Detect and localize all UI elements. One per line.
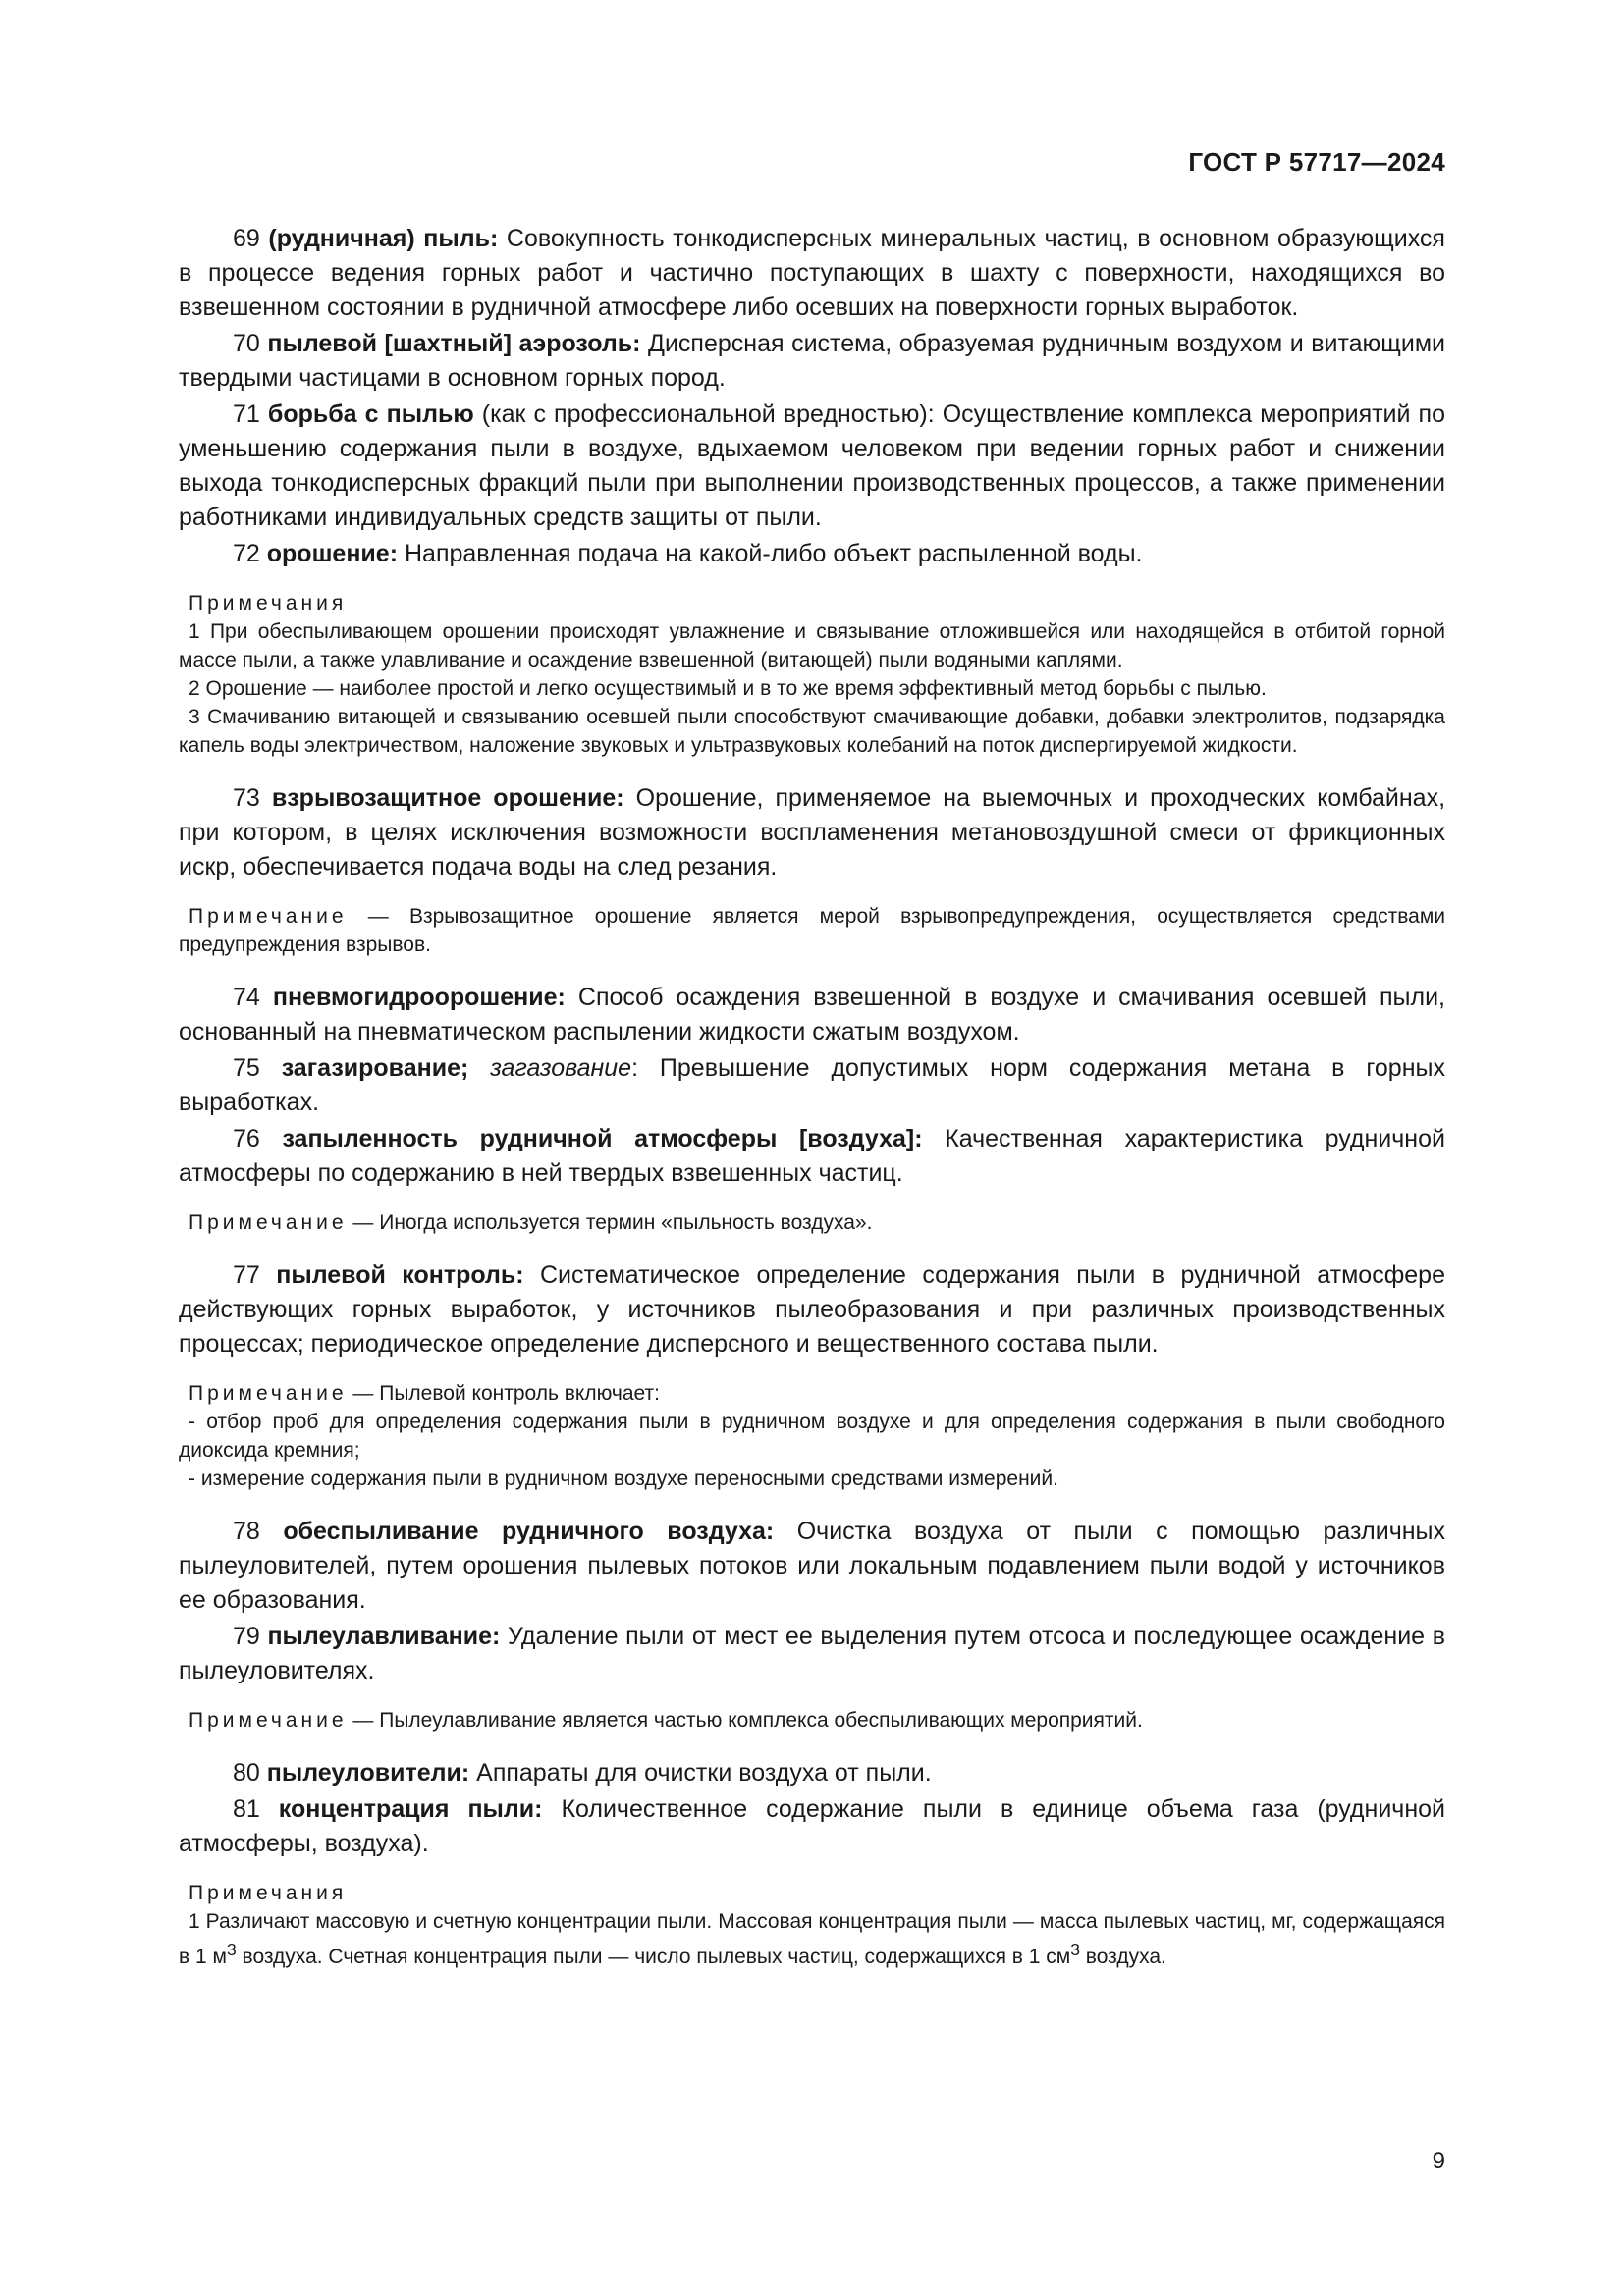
note-label: Примечание xyxy=(189,1211,348,1234)
entry-number: 77 xyxy=(233,1261,260,1289)
term-name: концентрация пыли: xyxy=(278,1795,543,1823)
note-block-76 xyxy=(179,1208,1445,1237)
term-entry-71 xyxy=(179,398,1445,535)
note-label: Примечание xyxy=(189,1709,348,1732)
note-text: — Пылевой контроль включает: xyxy=(352,1382,660,1405)
note-label: Примечание xyxy=(189,1382,348,1405)
entry-number: 78 xyxy=(233,1518,260,1545)
entry-number: 80 xyxy=(233,1759,260,1787)
note-text-part: воздуха. Счетная концентрация пыли — число пылевых частиц, содержащихся в 1 см xyxy=(236,1946,1071,1968)
note-list-item: - отбор проб для определения содержания пыли в рудничном воздухе и для определения содержания в пыли свободного диоксида кремния; xyxy=(179,1411,1445,1462)
term-definition: Совокупность тонкодисперсных минеральных частиц, в основном образующихся в процессе ведения горных работ и частично поступающих в шахту с поверхности, находящихся во взвешенном состоянии в рудничной атмосфере либо осевших на поверхности горных выработок. xyxy=(179,225,1445,321)
note-text-part: воздуха. xyxy=(1079,1946,1166,1968)
term-entry-72 xyxy=(179,537,1445,571)
note-block-77 xyxy=(179,1379,1445,1493)
note-block-73 xyxy=(179,902,1445,959)
term-definition: Удаление пыли от мест ее выделения путем отсоса и последующее осаждение в пылеуловителях. xyxy=(179,1623,1445,1684)
term-definition: Направленная подача на какой-либо объект распыленной воды. xyxy=(404,540,1143,567)
term-definition: Способ осаждения взвешенной в воздухе и смачивания осевшей пыли, основанный на пневматическом распылении жидкости сжатым воздухом. xyxy=(179,984,1445,1045)
term-name: орошение: xyxy=(266,540,399,567)
entry-number: 73 xyxy=(233,784,260,812)
term-entry-69 xyxy=(179,222,1445,325)
term-name: обеспыливание рудничного воздуха: xyxy=(283,1518,775,1545)
note-text: — Иногда используется термин «пыльность воздуха». xyxy=(352,1211,873,1234)
note-label: Примечания xyxy=(189,1882,348,1904)
term-synonym: загазование xyxy=(490,1054,632,1082)
term-name: пылеуловители: xyxy=(266,1759,470,1787)
term-definition: Качественная характеристика рудничной атмосферы по содержанию в ней твердых взвешенных частиц. xyxy=(179,1125,1445,1187)
term-entry-78 xyxy=(179,1515,1445,1618)
note-block-72 xyxy=(179,589,1445,760)
note-item-1 xyxy=(179,1907,1445,1971)
entry-number: 79 xyxy=(233,1623,260,1650)
note-item-2: 2 Орошение — наиболее простой и легко осуществимый и в то же время эффективный метод борьбы с пылью. xyxy=(189,677,1267,700)
term-definition: Систематическое определение содержания пыли в рудничной атмосфере действующих горных выработок, у источников пылеобразования и при различных производственных процессах; периодическое определение дисперсного и вещественного состава пыли. xyxy=(179,1261,1445,1358)
term-name: пневмогидроорошение: xyxy=(272,984,566,1011)
entry-number: 75 xyxy=(233,1054,260,1082)
note-text: — Взрывозащитное орошение является мерой взрывопредупреждения, осуществляется средствами предупреждения взрывов. xyxy=(179,905,1445,956)
note-item-1: 1 При обеспыливающем орошении происходят увлажнение и связывание отложившейся или находящейся в отбитой горной массе пыли, а также улавливание и осаждение взвешенной (витающей) пыли водяными каплями. xyxy=(179,620,1445,671)
term-entry-81 xyxy=(179,1792,1445,1861)
term-name-cont: аэрозоль: xyxy=(518,330,641,357)
note-label: Примечания xyxy=(189,592,348,614)
note-label: Примечание xyxy=(189,905,348,928)
note-item-3: 3 Смачиванию витающей и связыванию осевшей пыли способствуют смачивающие добавки, добавки электролитов, подзарядка капель воды электричеством, наложение звуковых и ультразвуковых колебаний на поток диспергируемой жидкости. xyxy=(179,706,1445,757)
term-entry-77 xyxy=(179,1258,1445,1362)
document-header: ГОСТ Р 57717—2024 xyxy=(1188,147,1445,177)
term-entry-79 xyxy=(179,1620,1445,1688)
term-name: взрывозащитное орошение: xyxy=(271,784,624,812)
entry-number: 81 xyxy=(233,1795,260,1823)
term-definition: (как с профессиональной вредностью): Осуществление комплекса мероприятий по уменьшению содержания пыли в воздухе, вдыхаемом человеком при ведении горных работ и снижении выхода тонкодисперсных фракций пыли при выполнении производственных процессов, а также применении работниками индивидуальных средств защиты от пыли. xyxy=(179,400,1445,531)
term-definition: Дисперсная система, образуемая рудничным воздухом и витающими твердыми частицами в основном горных пород. xyxy=(179,330,1445,392)
term-name: пылевой [шахтный] xyxy=(267,330,512,357)
entry-number: 76 xyxy=(233,1125,260,1152)
note-block-79 xyxy=(179,1706,1445,1735)
superscript: 3 xyxy=(226,1940,237,1959)
term-name: запыленность рудничной атмосферы [воздуха]: xyxy=(282,1125,923,1152)
term-definition: Количественное содержание пыли в единице объема газа (рудничной атмосферы, воздуха). xyxy=(179,1795,1445,1857)
term-definition: : Превышение допустимых норм содержания метана в горных выработках. xyxy=(179,1054,1445,1116)
note-list-item: - измерение содержания пыли в рудничном воздухе переносными средствами измерений. xyxy=(189,1468,1058,1490)
term-name: (рудничная) пыль: xyxy=(268,225,499,252)
document-body xyxy=(179,222,1445,1971)
term-entry-70 xyxy=(179,327,1445,396)
note-block-81 xyxy=(179,1879,1445,1971)
term-entry-76 xyxy=(179,1122,1445,1191)
entry-number: 69 xyxy=(233,225,260,252)
term-definition: Аппараты для очистки воздуха от пыли. xyxy=(476,1759,932,1787)
superscript: 3 xyxy=(1070,1940,1080,1959)
term-name: борьба с пылью xyxy=(267,400,474,428)
term-entry-80 xyxy=(179,1756,1445,1790)
term-entry-74 xyxy=(179,981,1445,1049)
term-entry-73 xyxy=(179,781,1445,884)
entry-number: 74 xyxy=(233,984,260,1011)
term-definition: Орошение, применяемое на выемочных и проходческих комбайнах, при котором, в целях исключения возможности воспламенения метановоздушной смеси от фрикционных искр, обеспечивается подача воды на след резания. xyxy=(179,784,1446,881)
note-text: — Пылеулавливание является частью комплекса обеспыливающих мероприятий. xyxy=(352,1709,1143,1732)
page-number: 9 xyxy=(1432,2148,1445,2174)
term-definition: Очистка воздуха от пыли с помощью различных пылеуловителей, путем орошения пылевых потоков или локальным подавлением пыли водой у источников ее образования. xyxy=(179,1518,1446,1614)
term-name: пылевой контроль: xyxy=(276,1261,524,1289)
entry-number: 70 xyxy=(233,330,260,357)
entry-number: 72 xyxy=(233,540,260,567)
term-entry-75 xyxy=(179,1051,1445,1120)
note-text-part: 1 Различают массовую и счетную концентрации пыли. Массовая концентрация пыли — масса пылевых частиц, мг, содержащаяся в 1 м xyxy=(179,1910,1445,1968)
entry-number: 71 xyxy=(233,400,260,428)
term-name: загазирование; xyxy=(281,1054,469,1082)
term-name: пылеулавливание: xyxy=(267,1623,501,1650)
